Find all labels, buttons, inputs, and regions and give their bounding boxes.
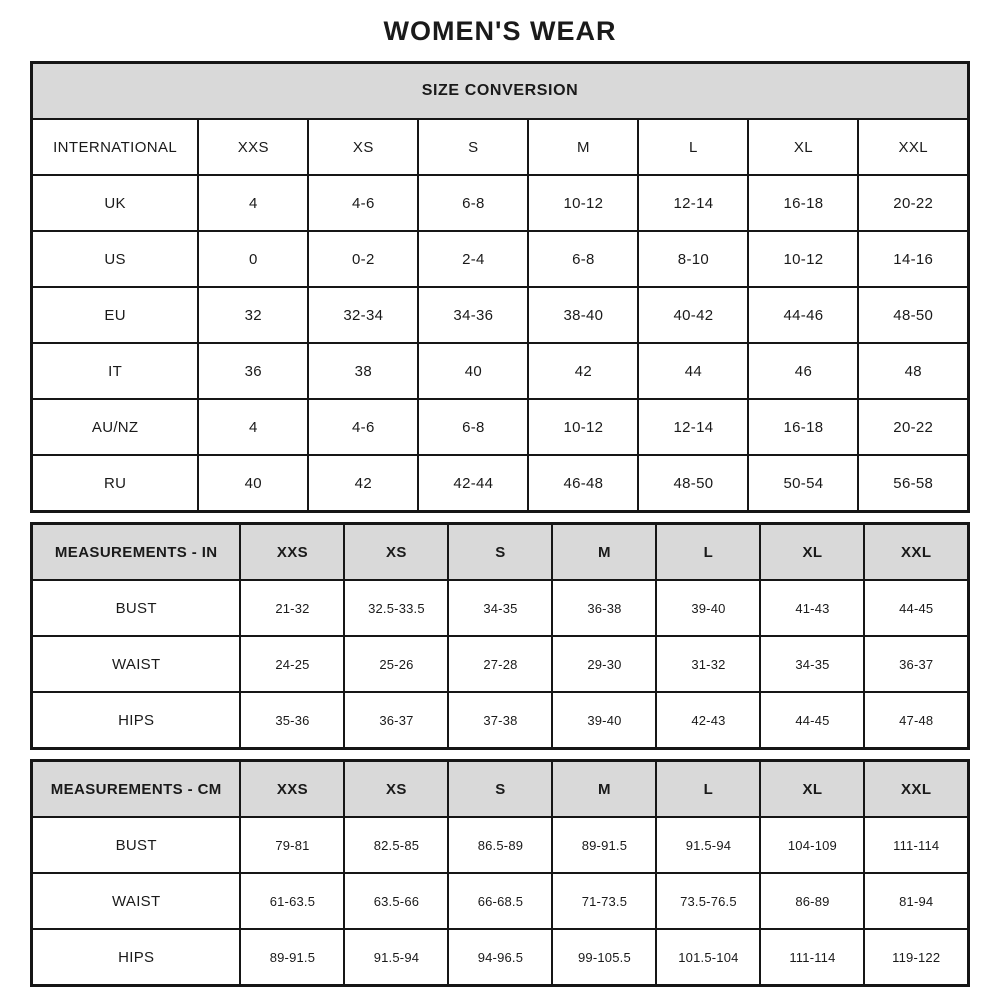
table-row: [32, 455, 969, 512]
cell-value: 40: [198, 455, 308, 512]
cell-value: 12-14: [638, 175, 748, 231]
cell-value: 71-73.5: [552, 873, 656, 929]
cell-value: 2-4: [418, 231, 528, 287]
column-header: XS: [344, 524, 448, 581]
cell-value: 50-54: [748, 455, 858, 512]
cell-value: 0: [198, 231, 308, 287]
cell-value: 32.5-33.5: [344, 580, 448, 636]
cell-value: 16-18: [748, 399, 858, 455]
column-header: M: [528, 119, 638, 175]
cell-value: 10-12: [528, 399, 638, 455]
row-label: WAIST: [32, 636, 241, 692]
column-header: XXL: [864, 761, 968, 818]
cell-value: 4: [198, 175, 308, 231]
cell-value: 48-50: [638, 455, 748, 512]
header-row: [32, 119, 969, 175]
column-header: L: [638, 119, 748, 175]
column-header: S: [418, 119, 528, 175]
cell-value: 32: [198, 287, 308, 343]
table-band-row: [32, 63, 969, 120]
cell-value: 34-35: [448, 580, 552, 636]
cell-value: 34-35: [760, 636, 864, 692]
cell-value: 44-46: [748, 287, 858, 343]
column-header: INTERNATIONAL: [32, 119, 199, 175]
cell-value: 89-91.5: [552, 817, 656, 873]
cell-value: 24-25: [240, 636, 344, 692]
cell-value: 104-109: [760, 817, 864, 873]
cell-value: 48: [858, 343, 968, 399]
cell-value: 38-40: [528, 287, 638, 343]
column-header: XXL: [864, 524, 968, 581]
cell-value: 40: [418, 343, 528, 399]
cell-value: 42: [308, 455, 418, 512]
table-row: [32, 287, 969, 343]
cell-value: 4-6: [308, 399, 418, 455]
table-row: [32, 399, 969, 455]
cell-value: 10-12: [528, 175, 638, 231]
row-label: BUST: [32, 817, 241, 873]
table-row: [32, 636, 969, 692]
cell-value: 6-8: [418, 175, 528, 231]
column-header: M: [552, 761, 656, 818]
cell-value: 32-34: [308, 287, 418, 343]
cell-value: 61-63.5: [240, 873, 344, 929]
cell-value: 12-14: [638, 399, 748, 455]
cell-value: 48-50: [858, 287, 968, 343]
table-row: [32, 580, 969, 636]
cell-value: 29-30: [552, 636, 656, 692]
cell-value: 16-18: [748, 175, 858, 231]
cell-value: 36-38: [552, 580, 656, 636]
cell-value: 14-16: [858, 231, 968, 287]
column-header: L: [656, 524, 760, 581]
cell-value: 89-91.5: [240, 929, 344, 986]
cell-value: 35-36: [240, 692, 344, 749]
cell-value: 6-8: [528, 231, 638, 287]
cell-value: 20-22: [858, 175, 968, 231]
column-header: XXS: [240, 524, 344, 581]
table-row: [32, 231, 969, 287]
table-row: [32, 929, 969, 986]
cell-value: 4: [198, 399, 308, 455]
cell-value: 8-10: [638, 231, 748, 287]
cell-value: 91.5-94: [656, 817, 760, 873]
table-row: [32, 343, 969, 399]
cell-value: 44-45: [760, 692, 864, 749]
cell-value: 25-26: [344, 636, 448, 692]
cell-value: 73.5-76.5: [656, 873, 760, 929]
cell-value: 46-48: [528, 455, 638, 512]
column-header: XS: [344, 761, 448, 818]
cell-value: 101.5-104: [656, 929, 760, 986]
column-header: S: [448, 761, 552, 818]
row-label: EU: [32, 287, 199, 343]
cell-value: 119-122: [864, 929, 968, 986]
row-label: HIPS: [32, 929, 241, 986]
column-header: XXL: [858, 119, 968, 175]
measurements-in-table: [30, 522, 970, 750]
cell-value: 42: [528, 343, 638, 399]
cell-value: 20-22: [858, 399, 968, 455]
cell-value: 91.5-94: [344, 929, 448, 986]
cell-value: 99-105.5: [552, 929, 656, 986]
column-header: XXS: [198, 119, 308, 175]
cell-value: 4-6: [308, 175, 418, 231]
cell-value: 82.5-85: [344, 817, 448, 873]
table-row: [32, 817, 969, 873]
column-header: XS: [308, 119, 418, 175]
column-header: S: [448, 524, 552, 581]
column-header: MEASUREMENTS - IN: [32, 524, 241, 581]
header-row: [32, 761, 969, 818]
cell-value: 10-12: [748, 231, 858, 287]
column-header: XL: [760, 524, 864, 581]
row-label: WAIST: [32, 873, 241, 929]
cell-value: 94-96.5: [448, 929, 552, 986]
cell-value: 79-81: [240, 817, 344, 873]
cell-value: 36-37: [344, 692, 448, 749]
table-title: SIZE CONVERSION: [32, 63, 969, 120]
cell-value: 42-44: [418, 455, 528, 512]
cell-value: 42-43: [656, 692, 760, 749]
row-label: UK: [32, 175, 199, 231]
column-header: MEASUREMENTS - CM: [32, 761, 241, 818]
cell-value: 86-89: [760, 873, 864, 929]
cell-value: 0-2: [308, 231, 418, 287]
cell-value: 31-32: [656, 636, 760, 692]
cell-value: 39-40: [656, 580, 760, 636]
row-label: IT: [32, 343, 199, 399]
cell-value: 39-40: [552, 692, 656, 749]
row-label: AU/NZ: [32, 399, 199, 455]
row-label: US: [32, 231, 199, 287]
table-row: [32, 175, 969, 231]
header-row: [32, 524, 969, 581]
cell-value: 21-32: [240, 580, 344, 636]
cell-value: 44-45: [864, 580, 968, 636]
cell-value: 47-48: [864, 692, 968, 749]
cell-value: 34-36: [418, 287, 528, 343]
cell-value: 111-114: [864, 817, 968, 873]
cell-value: 36: [198, 343, 308, 399]
column-header: L: [656, 761, 760, 818]
column-header: M: [552, 524, 656, 581]
cell-value: 111-114: [760, 929, 864, 986]
cell-value: 63.5-66: [344, 873, 448, 929]
cell-value: 86.5-89: [448, 817, 552, 873]
column-header: XXS: [240, 761, 344, 818]
cell-value: 27-28: [448, 636, 552, 692]
column-header: XL: [760, 761, 864, 818]
cell-value: 40-42: [638, 287, 748, 343]
column-header: XL: [748, 119, 858, 175]
cell-value: 37-38: [448, 692, 552, 749]
table-row: [32, 873, 969, 929]
cell-value: 38: [308, 343, 418, 399]
cell-value: 56-58: [858, 455, 968, 512]
cell-value: 44: [638, 343, 748, 399]
cell-value: 41-43: [760, 580, 864, 636]
size-conversion-table: [30, 61, 970, 513]
page-title: WOMEN'S WEAR: [383, 16, 617, 46]
cell-value: 46: [748, 343, 858, 399]
cell-value: 81-94: [864, 873, 968, 929]
cell-value: 66-68.5: [448, 873, 552, 929]
measurements-cm-table: [30, 759, 970, 987]
row-label: BUST: [32, 580, 241, 636]
cell-value: 36-37: [864, 636, 968, 692]
cell-value: 6-8: [418, 399, 528, 455]
row-label: RU: [32, 455, 199, 512]
table-row: [32, 692, 969, 749]
row-label: HIPS: [32, 692, 241, 749]
